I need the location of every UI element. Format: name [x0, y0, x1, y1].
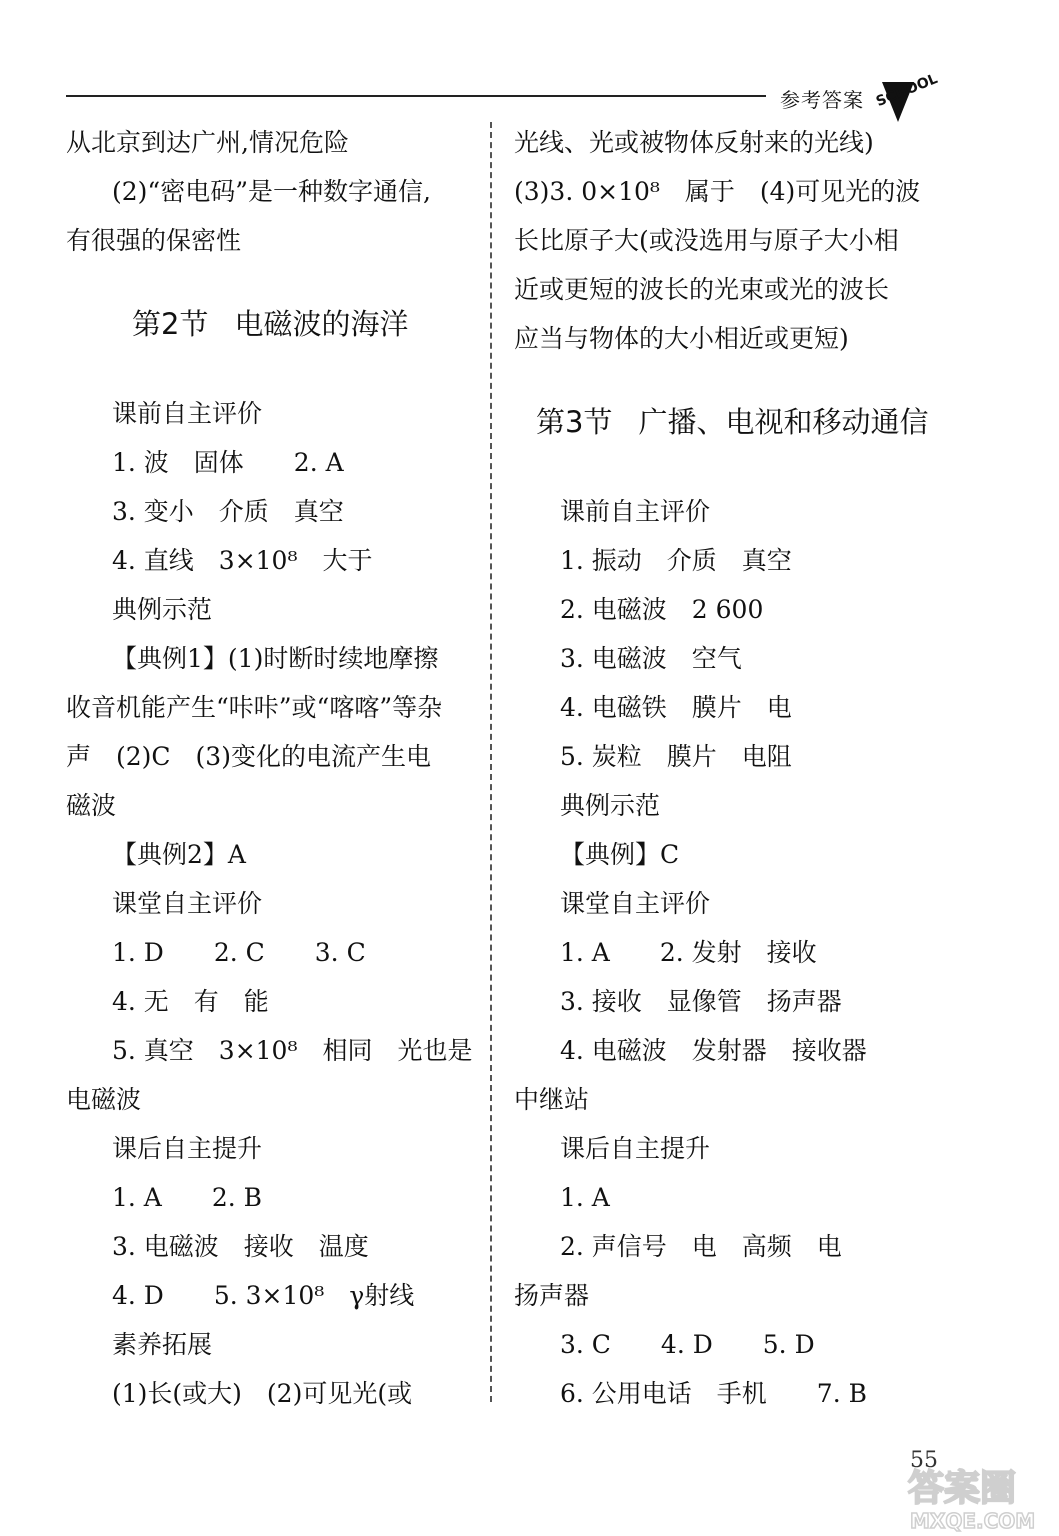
section-number: 第3节	[536, 405, 613, 439]
answer-line: 【典例2】A	[112, 840, 246, 869]
answer-line: 1. A	[560, 1183, 610, 1212]
answer-line: 6. 公用电话 手机 7. B	[560, 1379, 867, 1408]
answer-line: 长比原子大(或没选用与原子大小相	[514, 226, 899, 255]
answer-line: 4. 无 有 能	[112, 987, 269, 1016]
header-rule	[66, 95, 766, 97]
answer-line: (3)3. 0×10⁸ 属于 (4)可见光的波	[514, 177, 921, 206]
column-divider	[490, 122, 492, 1402]
section-number: 第2节	[132, 307, 209, 341]
right-column	[514, 118, 944, 1418]
answer-line: 从北京到达广州,情况危险	[66, 128, 349, 157]
answer-line: 4. 电磁波 发射器 接收器	[560, 1036, 867, 1065]
answer-line: 典例示范	[560, 791, 661, 820]
left-column	[66, 118, 476, 1418]
watermark-line2: MXQE.COM	[910, 1509, 1036, 1532]
answer-line: 4. 电磁铁 膜片 电	[560, 693, 792, 722]
answer-line: 5. 炭粒 膜片 电阻	[560, 742, 792, 771]
answer-line: 课堂自主评价	[560, 889, 711, 918]
answer-line: (1)长(或大) (2)可见光(或	[112, 1379, 413, 1408]
answer-line: 3. 接收 显像管 扬声器	[560, 987, 842, 1016]
answer-line: 2. 声信号 电 高频 电	[560, 1232, 842, 1261]
answer-line: 4. D 5. 3×10⁸ γ射线	[112, 1281, 415, 1310]
answer-line: 电磁波	[66, 1085, 142, 1114]
answer-line: 3. 电磁波 接收 温度	[112, 1232, 369, 1261]
answer-line: 【典例】C	[560, 840, 680, 869]
header-label: 参考答案	[780, 88, 864, 112]
answer-line: (2)“密电码”是一种数字通信,	[112, 177, 431, 206]
answer-line: 扬声器	[514, 1281, 590, 1310]
answer-line: 近或更短的波长的光束或光的波长	[514, 275, 890, 304]
answer-line: 3. C 4. D 5. D	[560, 1330, 815, 1359]
answer-line: 光线、光或被物体反射来的光线)	[514, 128, 874, 157]
section-heading	[66, 300, 476, 349]
answer-line: 磁波	[66, 791, 117, 820]
answer-line: 4. 直线 3×10⁸ 大于	[112, 546, 373, 575]
answer-line: 收音机能产生“咔咔”或“喀喀”等杂	[66, 693, 443, 722]
answer-line: 【典例1】(1)时断时续地摩擦	[112, 644, 439, 673]
answer-line: 课堂自主评价	[112, 889, 263, 918]
answer-line: 典例示范	[112, 595, 213, 624]
answer-line: 5. 真空 3×10⁸ 相同 光也是	[112, 1036, 473, 1065]
answer-line: 课前自主评价	[112, 399, 263, 428]
section-title: 电磁波的海洋	[234, 307, 409, 341]
answer-line: 3. 变小 介质 真空	[112, 497, 344, 526]
watermark-logo-icon	[900, 1460, 1050, 1532]
answer-line: 1. A 2. 发射 接收	[560, 938, 817, 967]
answer-line: 1. D 2. C 3. C	[112, 938, 366, 967]
watermark-line1: 答案圈	[908, 1468, 1017, 1509]
answer-line: 2. 电磁波 2 600	[560, 595, 764, 624]
answer-line: 有很强的保密性	[66, 226, 242, 255]
answer-line: 课前自主评价	[560, 497, 711, 526]
answer-line: 1. 波 固体 2. A	[112, 448, 344, 477]
answer-line: 中继站	[514, 1085, 590, 1114]
section-title: 广播、电视和移动通信	[638, 405, 929, 439]
page-number: 55	[910, 1448, 938, 1473]
answer-line: 1. A 2. B	[112, 1183, 263, 1212]
answer-line: 声 (2)C (3)变化的电流产生电	[66, 742, 431, 771]
answer-line: 素养拓展	[112, 1330, 213, 1359]
logo-text: SCHOOL	[873, 70, 940, 111]
answer-line: 应当与物体的大小相近或更短)	[514, 324, 849, 353]
answer-line: 课后自主提升	[560, 1134, 711, 1163]
answer-line: 3. 电磁波 空气	[560, 644, 742, 673]
answer-line: 课后自主提升	[112, 1134, 263, 1163]
answer-line: 1. 振动 介质 真空	[560, 546, 792, 575]
section-heading	[514, 398, 944, 447]
